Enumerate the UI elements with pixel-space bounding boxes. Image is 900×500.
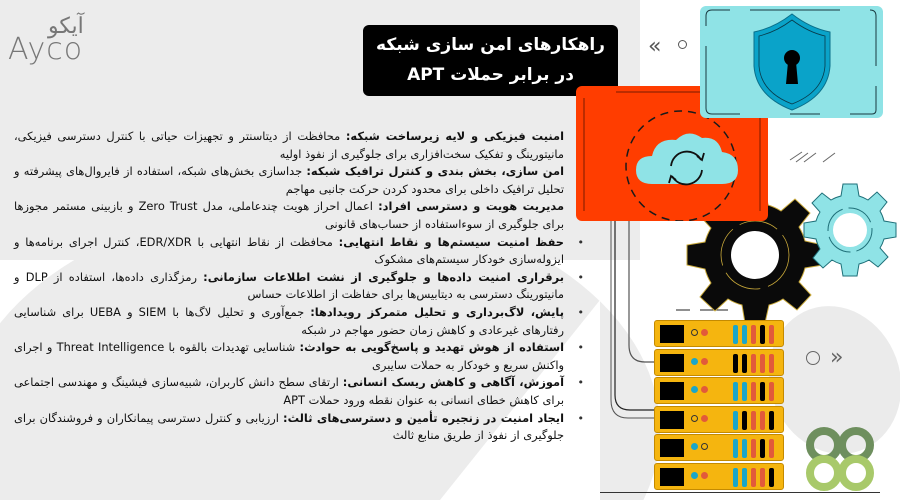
status-led-icon xyxy=(691,472,698,479)
bullet-icon: • xyxy=(577,235,584,249)
list-item-heading: برقراری امنیت داده‌ها و جلوگیری از نشت اطلاعات سازمانی: xyxy=(203,269,564,284)
drive-bay-icon xyxy=(660,354,684,372)
chevrons-right-icon: » xyxy=(830,345,836,370)
list-item-heading: حفظ امنیت سیستم‌ها و نقاط انتهایی: xyxy=(338,234,564,249)
chevrons-left-icon: « xyxy=(648,34,654,59)
indicator-bar-icon xyxy=(769,325,774,344)
server-rack xyxy=(654,320,784,492)
status-led-icon xyxy=(691,329,698,336)
indicator-bar-icon xyxy=(760,439,765,458)
status-led-icon xyxy=(691,415,698,422)
drive-bay-icon xyxy=(660,468,684,486)
indicator-bar-icon xyxy=(769,382,774,401)
indicator-bar-icon xyxy=(742,411,747,430)
status-led-icon xyxy=(701,329,708,336)
list-item-text: محافظت از نقاط انتهایی با EDR/XDR، کنترل اجرای برنامه‌ها و ایزوله‌سازی خودکار سیستم‌های مشکوک xyxy=(14,234,564,267)
drive-bay-icon xyxy=(660,382,684,400)
list-item-heading: امن سازی، بخش بندی و کنترل ترافیک شبکه: xyxy=(306,164,564,179)
bullet-icon: • xyxy=(577,411,584,425)
divider-line xyxy=(600,492,880,493)
list-item-heading: امنیت فیزیکی و لایه زیرساخت شبکه: xyxy=(345,129,564,143)
small-circle-icon xyxy=(806,351,820,365)
bullet-icon: • xyxy=(577,341,584,355)
logo-latin-text: Ayco xyxy=(8,32,84,67)
list-item-text: رمزگذاری داده‌ها، استفاده از DLP و مانیتورینگ دسترسی به دیتابیس‌ها برای حفاظت از اطلاعات حساس xyxy=(14,269,564,302)
list-item-heading: پایش، لاگ‌برداری و تحلیل متمرکز رویدادها: xyxy=(310,304,564,319)
indicator-bar-icon xyxy=(733,411,738,430)
server-unit xyxy=(654,463,784,490)
list-item-heading: استفاده از هوش تهدید و پاسخ‌گویی به حوادث: xyxy=(299,340,564,355)
indicator-bar-icon xyxy=(751,354,756,373)
indicator-bar-icon xyxy=(769,439,774,458)
list-item-heading: مدیریت هویت و دسترسی افراد: xyxy=(378,199,564,214)
server-unit xyxy=(654,377,784,404)
list-item-heading: ایجاد امنیت در زنجیره تأمین و دسترسی‌های ثالث: xyxy=(283,410,564,425)
status-led-icon xyxy=(701,358,708,365)
indicator-bar-icon xyxy=(751,468,756,487)
indicator-bar-icon xyxy=(751,382,756,401)
status-led-icon xyxy=(691,386,698,393)
indicator-bar-icon xyxy=(742,439,747,458)
server-unit xyxy=(654,406,784,433)
indicator-bar-icon xyxy=(760,354,765,373)
indicator-bar-icon xyxy=(742,382,747,401)
list-item-heading: آموزش، آگاهی و کاهش ریسک انسانی: xyxy=(342,375,564,390)
brand-mark-icon xyxy=(800,425,880,495)
list-item-text: جمع‌آوری و تحلیل لاگ‌ها با SIEM و UEBA برای شناسایی رفتارهای غیرعادی و کاهش زمان حضور مهاجم در شبکه xyxy=(14,304,564,337)
indicator-bar-icon xyxy=(760,382,765,401)
status-led-icon xyxy=(701,415,708,422)
indicator-bar-icon xyxy=(733,354,738,373)
server-unit xyxy=(654,320,784,347)
list-item-text: جداسازی بخش‌های شبکه، استفاده از فایروال‌های پیشرفته و تحلیل ترافیک داخلی برای محدود کردن حرکت جانبی مهاجم xyxy=(14,164,564,196)
indicator-bar-icon xyxy=(742,468,747,487)
indicator-bar-icon xyxy=(760,411,765,430)
status-led-icon xyxy=(691,358,698,365)
title-line-2: در برابر حملات APT xyxy=(407,65,574,85)
indicator-bar-icon xyxy=(733,382,738,401)
list-item-text: ارتقای سطح دانش کاربران، شبیه‌سازی فیشینگ و مهندسی اجتماعی برای کاهش خطای انسانی به عنوان نقطه ورود حملات APT xyxy=(14,375,564,407)
indicator-bar-icon xyxy=(769,468,774,487)
list-item-text: شناسایی تهدیدات بالقوه با Threat Intelligence و اجرای واکنش سریع و خودکار به حملات سایبری xyxy=(14,340,564,372)
drive-bay-icon xyxy=(660,439,684,457)
status-led-icon xyxy=(701,386,708,393)
list-item-text: محافظت از دیتاسنتر و تجهیزات حیاتی با کنترل دسترسی فیزیکی، مانیتورینگ و تفکیک سخت‌افزاری برای جلوگیری از نفوذ اولیه xyxy=(14,129,564,161)
server-unit xyxy=(654,349,784,376)
shield-lock-icon xyxy=(700,6,883,118)
server-unit xyxy=(654,434,784,461)
shield-lock-card xyxy=(700,6,883,118)
indicator-bar-icon xyxy=(760,325,765,344)
bullet-icon: • xyxy=(577,376,584,390)
logo-persian-text: آیکو xyxy=(48,14,84,39)
status-led-icon xyxy=(701,443,708,450)
indicator-bar-icon xyxy=(751,411,756,430)
drive-bay-icon xyxy=(660,411,684,429)
indicator-bar-icon xyxy=(769,354,774,373)
status-led-icon xyxy=(691,443,698,450)
drive-bay-icon xyxy=(660,325,684,343)
list-item-text: ارزیابی و کنترل دسترسی پیمانکاران و فروشندگان برای جلوگیری از نفوذ از طریق منابع ثالث xyxy=(14,410,564,443)
bullet-icon: • xyxy=(577,305,584,319)
indicator-bar-icon xyxy=(733,325,738,344)
bullet-icon: • xyxy=(577,270,584,284)
indicator-bar-icon xyxy=(742,354,747,373)
indicator-bar-icon xyxy=(751,325,756,344)
indicator-bar-icon xyxy=(769,411,774,430)
indicator-bar-icon xyxy=(760,468,765,487)
title-line-1: راهکارهای امن سازی شبکه xyxy=(376,35,605,55)
indicator-bar-icon xyxy=(751,439,756,458)
indicator-bar-icon xyxy=(733,439,738,458)
list-item-text: اعمال احراز هویت چندعاملی، مدل Zero Trust و بازبینی مستمر مجوزها برای جلوگیری از سوءاستفاده از حساب‌های قانونی xyxy=(14,199,564,231)
indicator-bar-icon xyxy=(733,468,738,487)
indicator-bar-icon xyxy=(742,325,747,344)
gear-small-icon xyxy=(800,180,900,280)
status-led-icon xyxy=(701,472,708,479)
